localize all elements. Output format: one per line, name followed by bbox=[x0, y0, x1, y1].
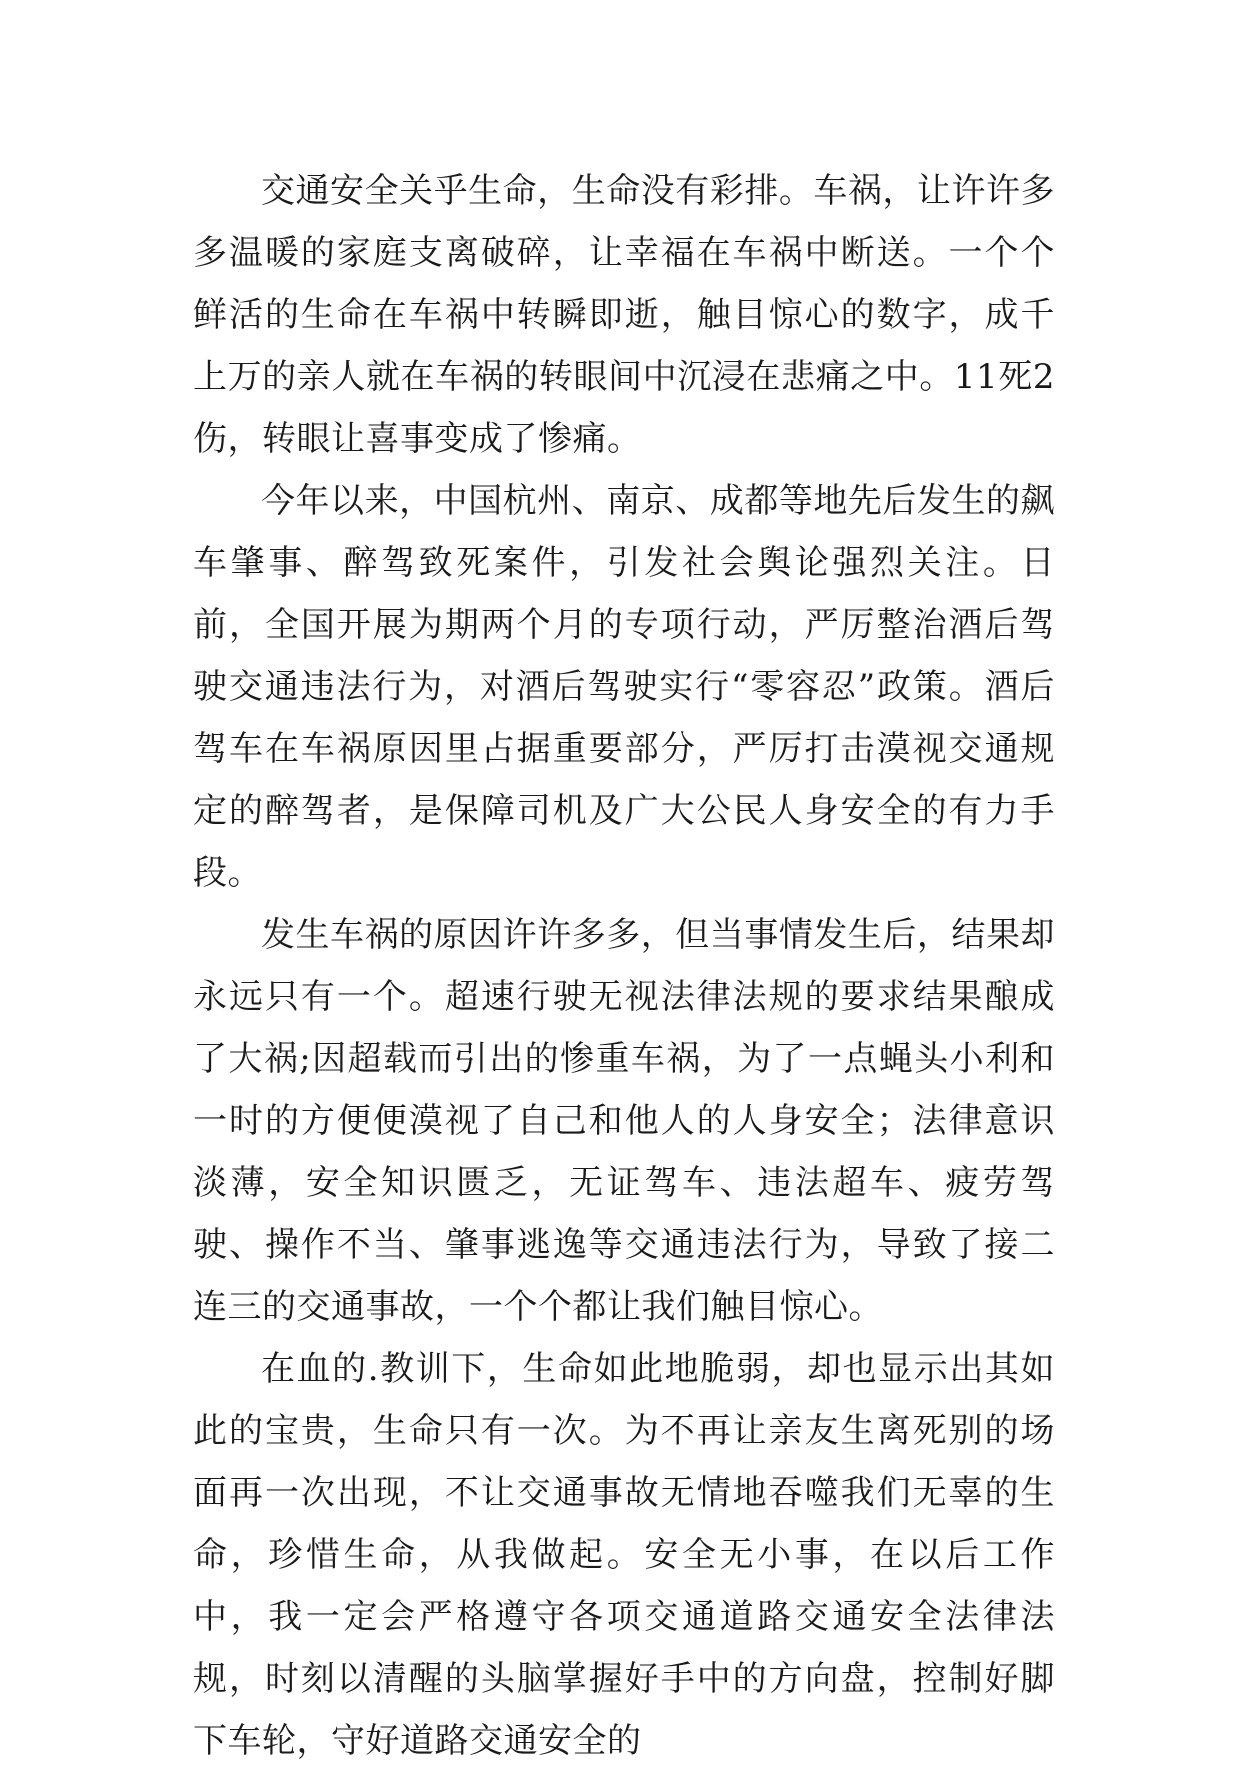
paragraph-1: 交通安全关乎生命，生命没有彩排。车祸，让许许多多温暖的家庭支离破碎，让幸福在车祸中断送。一个个鲜活的生命在车祸中转瞬即逝，触目惊心的数字，成千上万的亲人就在车祸的转眼间中沉浸在悲痛之中。11死2伤，转眼让喜事变成了惨痛。 bbox=[193, 171, 1055, 459]
paragraph-3: 发生车祸的原因许许多多，但当事情发生后，结果却永远只有一个。超速行驶无视法律法规的要求结果酿成了大祸;因超载而引出的惨重车祸，为了一点蝇头小利和一时的方便便漠视了自己和他人的人身安全；法律意识淡薄，安全知识匮乏，无证驾车、违法超车、疲劳驾驶、操作不当、肇事逃逸等交通违法行为，导致了接二连三的交通事故，一个个都让我们触目惊心。 bbox=[193, 915, 1055, 1327]
paragraph-2: 今年以来，中国杭州、南京、成都等地先后发生的飙车肇事、醉驾致死案件，引发社会舆论强烈关注。日前，全国开展为期两个月的专项行动，严厉整治酒后驾驶交通违法行为，对酒后驾驶实行“零容忍”政策。酒后驾车在车祸原因里占据重要部分，严厉打击漠视交通规定的醉驾者，是保障司机及广大公民人身安全的有力手段。 bbox=[193, 481, 1055, 893]
paragraph-4: 在血的.教训下，生命如此地脆弱，却也显示出其如此的宝贵，生命只有一次。为不再让亲友生离死别的场面再一次出现，不让交通事故无情地吞噬我们无辜的生命，珍惜生命，从我做起。安全无小事，在以后工作中，我一定会严格遵守各项交通道路交通安全法律法规，时刻以清醒的头脑掌握好手中的方向盘，控制好脚下车轮，守好道路交通安全的 bbox=[193, 1349, 1055, 1761]
document-body bbox=[193, 160, 1055, 1772]
